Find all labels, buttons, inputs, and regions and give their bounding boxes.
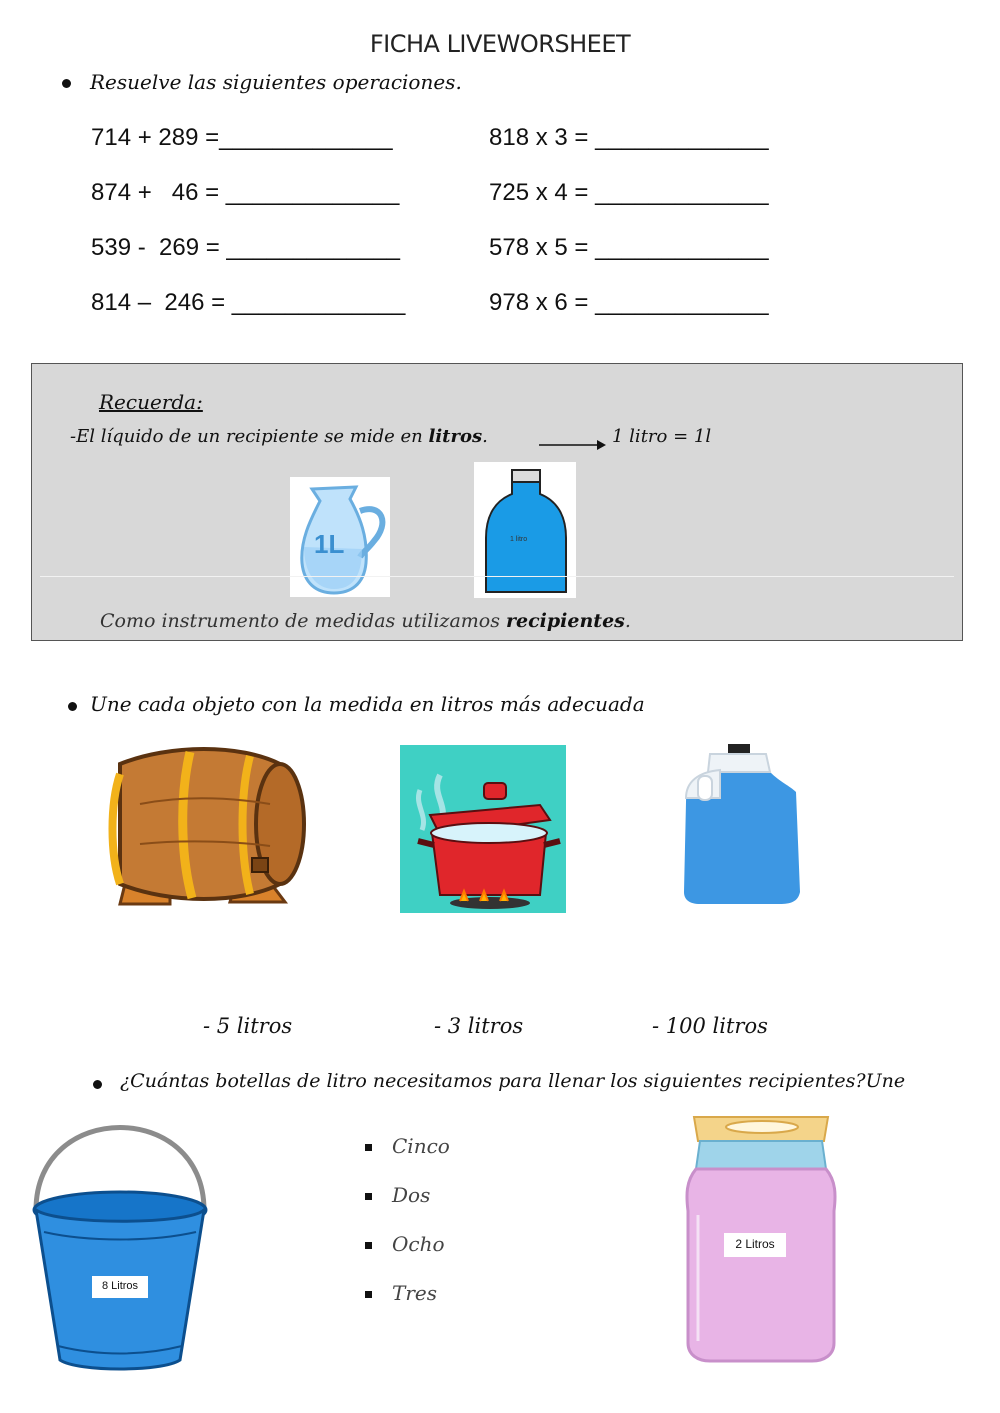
water-jug-image[interactable] <box>680 742 810 907</box>
operation-right-4[interactable]: 978 x 6 = _____________ <box>489 289 769 316</box>
option-tres[interactable]: Tres <box>392 1281 437 1305</box>
bucket-label: 8 Litros <box>101 1280 139 1292</box>
instruction-match-liters: Une cada objeto con la medida en litros más adecuada <box>90 692 645 716</box>
option-cinco[interactable]: Cinco <box>392 1134 450 1158</box>
operation-right-3[interactable]: 578 x 5 = _____________ <box>489 234 769 261</box>
bottle-image <box>474 462 576 598</box>
barrel-image[interactable] <box>100 744 310 914</box>
footer-prefix: Como instrumento de medidas utilizamos <box>100 610 507 632</box>
divider-line <box>40 576 954 577</box>
bottle-label: 1 litro <box>510 536 528 543</box>
jug-label: 1L <box>314 529 345 559</box>
operation-left-2[interactable]: 874 + 46 = _____________ <box>91 179 400 206</box>
arrow-right-icon <box>537 438 607 452</box>
operation-left-4[interactable]: 814 – 246 = _____________ <box>91 289 406 316</box>
option-dos[interactable]: Dos <box>392 1183 431 1207</box>
square-bullet-icon <box>365 1242 372 1249</box>
remember-footer <box>100 610 631 632</box>
operation-right-2[interactable]: 725 x 4 = _____________ <box>489 179 769 206</box>
operation-left-3[interactable]: 539 - 269 = _____________ <box>91 234 400 261</box>
footer-bold: recipientes <box>506 610 625 632</box>
remember-line-prefix: -El líquido de un recipiente se mide en <box>70 426 429 447</box>
operation-left-1[interactable]: 714 + 289 =_____________ <box>91 124 393 151</box>
pot-image[interactable] <box>400 745 566 913</box>
measure-option-1[interactable]: - 5 litros <box>203 1014 293 1038</box>
square-bullet-icon <box>365 1291 372 1298</box>
square-bullet-icon <box>365 1193 372 1200</box>
square-bullet-icon <box>365 1144 372 1151</box>
bucket-image[interactable] <box>28 1110 212 1372</box>
instruction-bottles: ¿Cuántas botellas de litro necesitamos para llenar los siguientes recipientes?Une <box>120 1070 906 1092</box>
footer-suffix: . <box>624 610 631 632</box>
instruction-operations: Resuelve las siguientes operaciones. <box>90 70 462 94</box>
remember-line-bold: litros <box>428 426 483 447</box>
remember-box <box>31 363 963 641</box>
operation-right-1[interactable]: 818 x 3 = _____________ <box>489 124 769 151</box>
remember-line <box>70 426 488 447</box>
equivalence-text: 1 litro = 1l <box>612 426 712 447</box>
jar-label: 2 Litros <box>735 1237 775 1251</box>
bullet-icon <box>62 79 71 88</box>
jar-image[interactable] <box>684 1115 838 1363</box>
measure-option-2[interactable]: - 3 litros <box>434 1014 524 1038</box>
measure-option-3[interactable]: - 100 litros <box>652 1014 768 1038</box>
bottle-icon <box>474 462 576 598</box>
page-title: FICHA LIVEWORSHEET <box>369 30 631 58</box>
bullet-icon <box>93 1080 102 1089</box>
bullet-icon <box>68 702 77 711</box>
jug-image <box>290 477 390 597</box>
remember-heading: Recuerda: <box>99 390 203 414</box>
remember-line-suffix: . <box>482 426 488 447</box>
option-ocho[interactable]: Ocho <box>392 1232 445 1256</box>
bucket-icon <box>28 1110 212 1372</box>
